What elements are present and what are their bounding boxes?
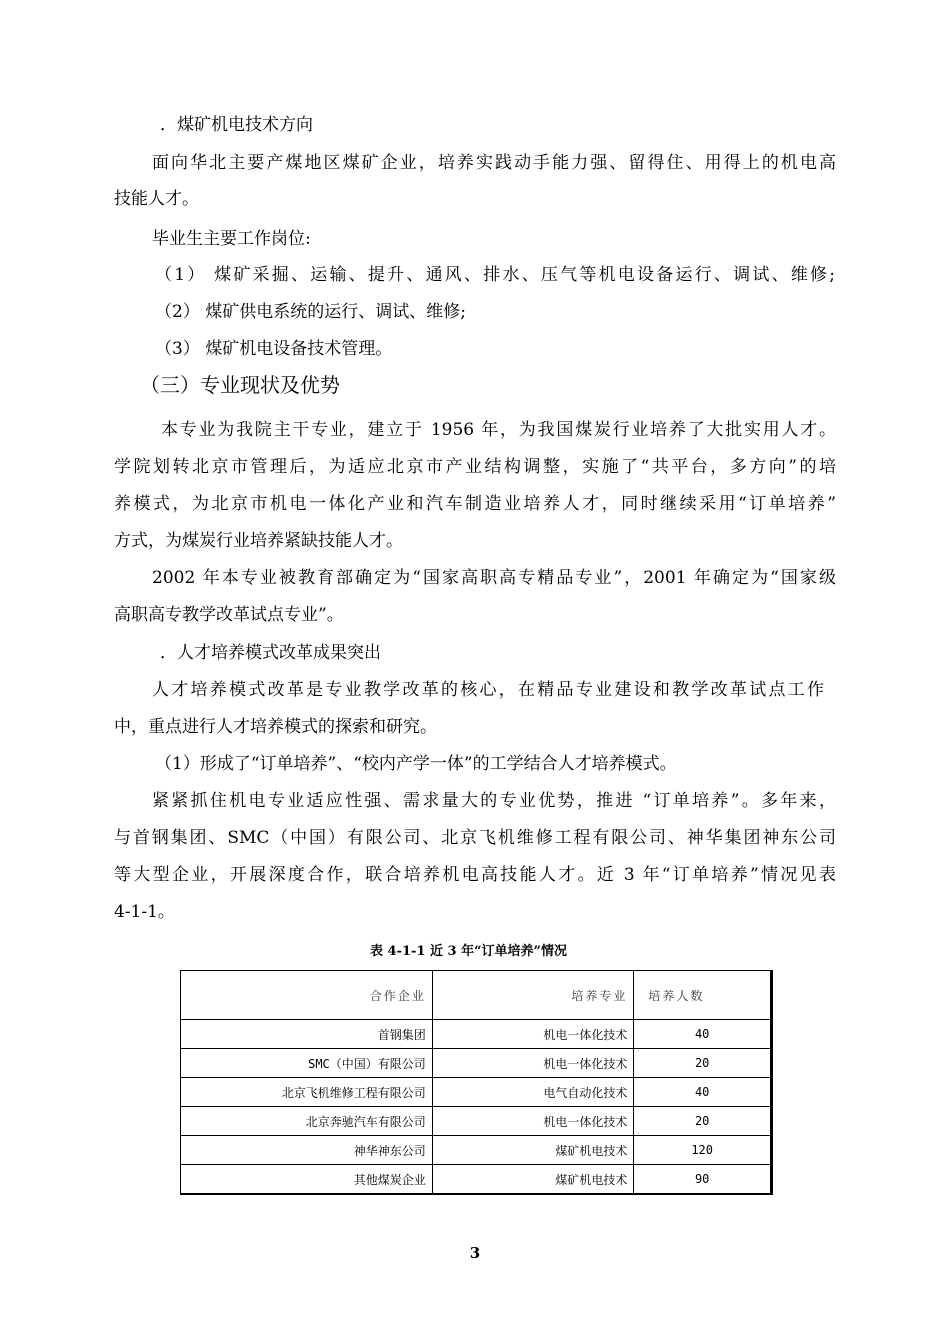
table-header-row: [181, 971, 772, 1020]
table-cell: 机电一体化技术: [432, 1049, 634, 1078]
table-cell: 120: [634, 1136, 772, 1165]
table-cell: 其他煤炭企业: [181, 1165, 433, 1195]
header-cell: 培养人数: [634, 971, 772, 1020]
list-item: （1） 煤矿采掘、运输、提升、通风、排水、压气等机电设备运行、调试、维修;: [155, 265, 835, 285]
paragraph-line: 本专业为我院主干专业，建立于 1956 年，为我国煤炭行业培养了大批实用人才。: [161, 420, 836, 440]
paragraph-line: 高职高专教学改革试点专业”。: [114, 605, 344, 625]
paragraph-line: 中，重点进行人才培养模式的探索和研究。: [114, 717, 437, 737]
section-heading-coal-mine: ．煤矿机电技术方向: [160, 115, 313, 135]
subsection-heading: （三）专业现状及优势: [140, 373, 340, 397]
order-training-table: [180, 970, 773, 1195]
table-cell: 20: [634, 1107, 772, 1136]
table-caption: 表 4-1-1 近 3 年“订单培养”情况: [370, 944, 568, 959]
table-cell: 神华神东公司: [181, 1136, 433, 1165]
header-cell: 合作企业: [181, 971, 433, 1020]
paragraph-line: 4-1-1。: [114, 902, 175, 922]
paragraph-line: 养模式，为北京市机电一体化产业和汽车制造业培养人才，同时继续采用“订单培养”: [114, 494, 836, 514]
list-item: （3） 煤矿机电设备技术管理。: [155, 339, 393, 359]
table-cell: 煤矿机电技术: [432, 1136, 634, 1165]
table-row: [181, 1136, 772, 1165]
table-cell: 首钢集团: [181, 1020, 433, 1049]
table-cell: 20: [634, 1049, 772, 1078]
table-row: [181, 1078, 772, 1107]
paragraph-line: 2002 年本专业被教育部确定为“国家高职高专精品专业”，2001 年确定为“国家级: [152, 568, 836, 588]
table-cell: 北京飞机维修工程有限公司: [181, 1078, 433, 1107]
paragraph-line: 方式，为煤炭行业培养紧缺技能人才。: [114, 531, 403, 551]
list-item: （2） 煤矿供电系统的运行、调试、维修;: [155, 302, 466, 322]
header-cell: 培养专业: [432, 971, 634, 1020]
page-number: 3: [469, 1244, 481, 1262]
table-row: [181, 1049, 772, 1078]
table-cell: 煤矿机电技术: [432, 1165, 634, 1195]
paragraph-line: 等大型企业，开展深度合作，联合培养机电高技能人才。近 3 年“订单培养”情况见表: [114, 865, 836, 885]
section-heading-talent-training: ．人才培养模式改革成果突出: [160, 643, 381, 663]
table-cell: SMC（中国）有限公司: [181, 1049, 433, 1078]
table-row: [181, 1020, 772, 1049]
subsection-item: （1）形成了“订单培养”、“校内产学一体”的工学结合人才培养模式。: [155, 754, 677, 774]
paragraph-line: 人才培养模式改革是专业教学改革的核心，在精品专业建设和教学改革试点工作: [152, 680, 824, 700]
paragraph-line: 技能人才。: [114, 189, 199, 209]
table-cell: 北京奔驰汽车有限公司: [181, 1107, 433, 1136]
table-cell: 40: [634, 1020, 772, 1049]
table-row: [181, 1165, 772, 1195]
paragraph-line: 学院划转北京市管理后，为适应北京市产业结构调整，实施了“共平台，多方向”的培: [114, 457, 836, 477]
paragraph-line: 面向华北主要产煤地区煤矿企业，培养实践动手能力强、留得住、用得上的机电高: [152, 153, 836, 173]
table-row: [181, 1107, 772, 1136]
paragraph-line: 与首钢集团、SMC（中国）有限公司、北京飞机维修工程有限公司、神华集团神东公司: [114, 828, 836, 848]
paragraph-line: 毕业生主要工作岗位:: [152, 229, 311, 249]
table-cell: 电气自动化技术: [432, 1078, 634, 1107]
paragraph-line: 紧紧抓住机电专业适应性强、需求量大的专业优势，推进 “订单培养”。多年来，: [152, 791, 836, 811]
table-cell: 机电一体化技术: [432, 1107, 634, 1136]
table-cell: 40: [634, 1078, 772, 1107]
table-cell: 机电一体化技术: [432, 1020, 634, 1049]
table-cell: 90: [634, 1165, 772, 1195]
